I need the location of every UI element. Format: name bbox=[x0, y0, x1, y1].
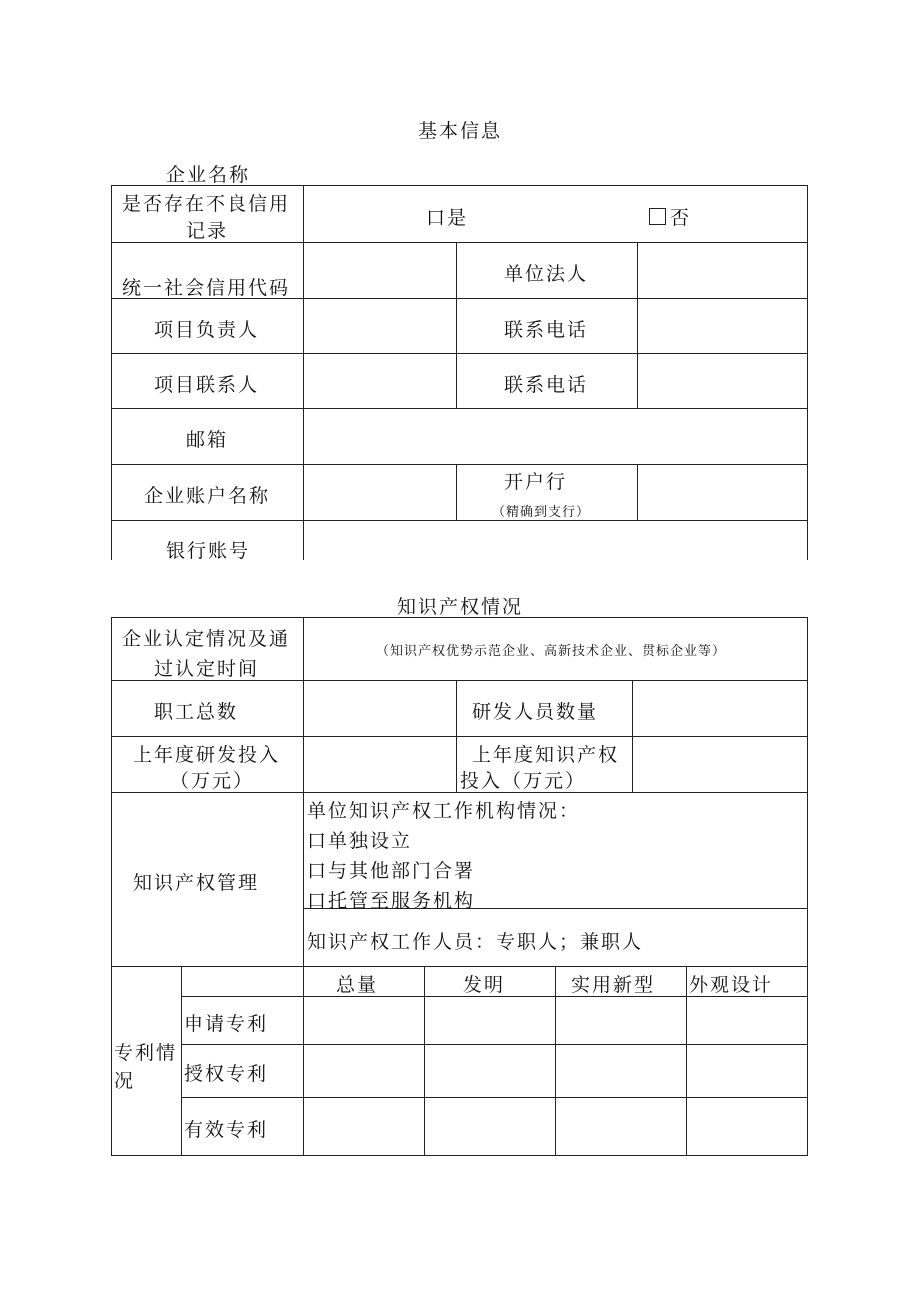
no-option-label: 否 bbox=[670, 207, 692, 229]
legal-rep-label: 单位法人 bbox=[504, 263, 589, 285]
patent-cell[interactable] bbox=[556, 997, 685, 1043]
bank-note: （精确到支行） bbox=[492, 505, 591, 520]
patent-cell[interactable] bbox=[304, 1098, 423, 1154]
phone-label-2: 联系电话 bbox=[504, 374, 589, 396]
cert-label-line2: 过认定时间 bbox=[154, 658, 260, 680]
email-field[interactable] bbox=[304, 409, 806, 463]
patent-row-applied: 申请专利 bbox=[184, 1013, 269, 1035]
ip-invest-field[interactable] bbox=[633, 737, 806, 791]
patent-cell[interactable] bbox=[425, 1045, 554, 1096]
account-name-label: 企业账户名称 bbox=[144, 485, 271, 507]
bad-credit-label-line1: 是否存在不良信用 bbox=[122, 193, 291, 215]
ip-invest-label-line2: 投入（万元） bbox=[460, 770, 587, 792]
patent-row-granted: 授权专利 bbox=[184, 1063, 269, 1085]
patent-label-line2: 况 bbox=[114, 1070, 136, 1092]
patent-col-invention: 发明 bbox=[463, 974, 506, 996]
mgmt-label: 知识产权管理 bbox=[133, 872, 260, 894]
rd-invest-label-line1: 上年度研发投入 bbox=[133, 744, 281, 766]
cert-label-line1: 企业认定情况及通 bbox=[122, 628, 291, 650]
project-lead-label: 项目负责人 bbox=[154, 319, 260, 341]
bank-label: 开户行 bbox=[504, 471, 568, 493]
org-label: 单位知识产权工作机构情况： bbox=[307, 800, 581, 822]
org-option-outsourced[interactable]: 口托管至服务机构 bbox=[307, 890, 476, 912]
cert-hint[interactable]: （知识产权优势示范企业、高新技术企业、贯标企业等） bbox=[376, 644, 727, 659]
org-option-combined[interactable]: 口与其他部门合署 bbox=[307, 860, 476, 882]
legal-rep-field[interactable] bbox=[638, 243, 806, 297]
patent-cell[interactable] bbox=[304, 997, 423, 1043]
patent-row-valid: 有效专利 bbox=[184, 1119, 269, 1141]
project-contact-label: 项目联系人 bbox=[154, 374, 260, 396]
phone-field-1[interactable] bbox=[638, 299, 806, 352]
patent-cell[interactable] bbox=[425, 997, 554, 1043]
patent-col-total: 总量 bbox=[336, 974, 379, 996]
staff-total-field[interactable] bbox=[304, 681, 455, 735]
bank-field[interactable] bbox=[638, 465, 806, 519]
credit-code-field[interactable] bbox=[304, 243, 455, 297]
rd-staff-label: 研发人员数量 bbox=[472, 701, 599, 723]
patent-cell[interactable] bbox=[425, 1098, 554, 1154]
patent-cell[interactable] bbox=[687, 1045, 806, 1096]
bad-credit-label-line2: 记录 bbox=[186, 220, 229, 242]
ip-title: 知识产权情况 bbox=[397, 596, 524, 618]
company-name-label: 企业名称 bbox=[166, 164, 251, 186]
patent-cell[interactable] bbox=[687, 1098, 806, 1154]
bank-account-field[interactable] bbox=[304, 521, 806, 559]
staff-total-label: 职工总数 bbox=[154, 701, 239, 723]
phone-field-2[interactable] bbox=[638, 354, 806, 407]
rd-staff-field[interactable] bbox=[633, 681, 806, 735]
patent-col-design: 外观设计 bbox=[689, 974, 774, 996]
patent-cell[interactable] bbox=[304, 1045, 423, 1096]
patent-label-line1: 专利情 bbox=[114, 1042, 178, 1064]
basic-info-title: 基本信息 bbox=[418, 120, 503, 142]
ip-invest-label-line1: 上年度知识产权 bbox=[472, 744, 620, 766]
email-label: 邮箱 bbox=[186, 429, 229, 451]
credit-code-label: 统一社会信用代码 bbox=[122, 277, 291, 299]
no-checkbox-option[interactable] bbox=[649, 203, 691, 230]
project-contact-field[interactable] bbox=[304, 354, 455, 407]
patent-cell[interactable] bbox=[687, 997, 806, 1043]
project-lead-field[interactable] bbox=[304, 299, 455, 352]
org-option-standalone[interactable]: 口单独设立 bbox=[307, 830, 413, 852]
yes-checkbox-option[interactable]: 口是 bbox=[426, 207, 469, 229]
rd-invest-field[interactable] bbox=[304, 737, 455, 791]
ip-staff-line: 知识产权工作人员：专职人；兼职人 bbox=[307, 931, 644, 953]
rd-invest-label-line2: （万元） bbox=[170, 770, 255, 792]
patent-cell[interactable] bbox=[556, 1098, 685, 1154]
checkbox-icon[interactable] bbox=[649, 208, 666, 225]
account-name-field[interactable] bbox=[304, 465, 455, 519]
bank-account-label: 银行账号 bbox=[166, 540, 251, 562]
patent-cell[interactable] bbox=[556, 1045, 685, 1096]
patent-col-utility: 实用新型 bbox=[571, 974, 656, 996]
phone-label-1: 联系电话 bbox=[504, 319, 589, 341]
